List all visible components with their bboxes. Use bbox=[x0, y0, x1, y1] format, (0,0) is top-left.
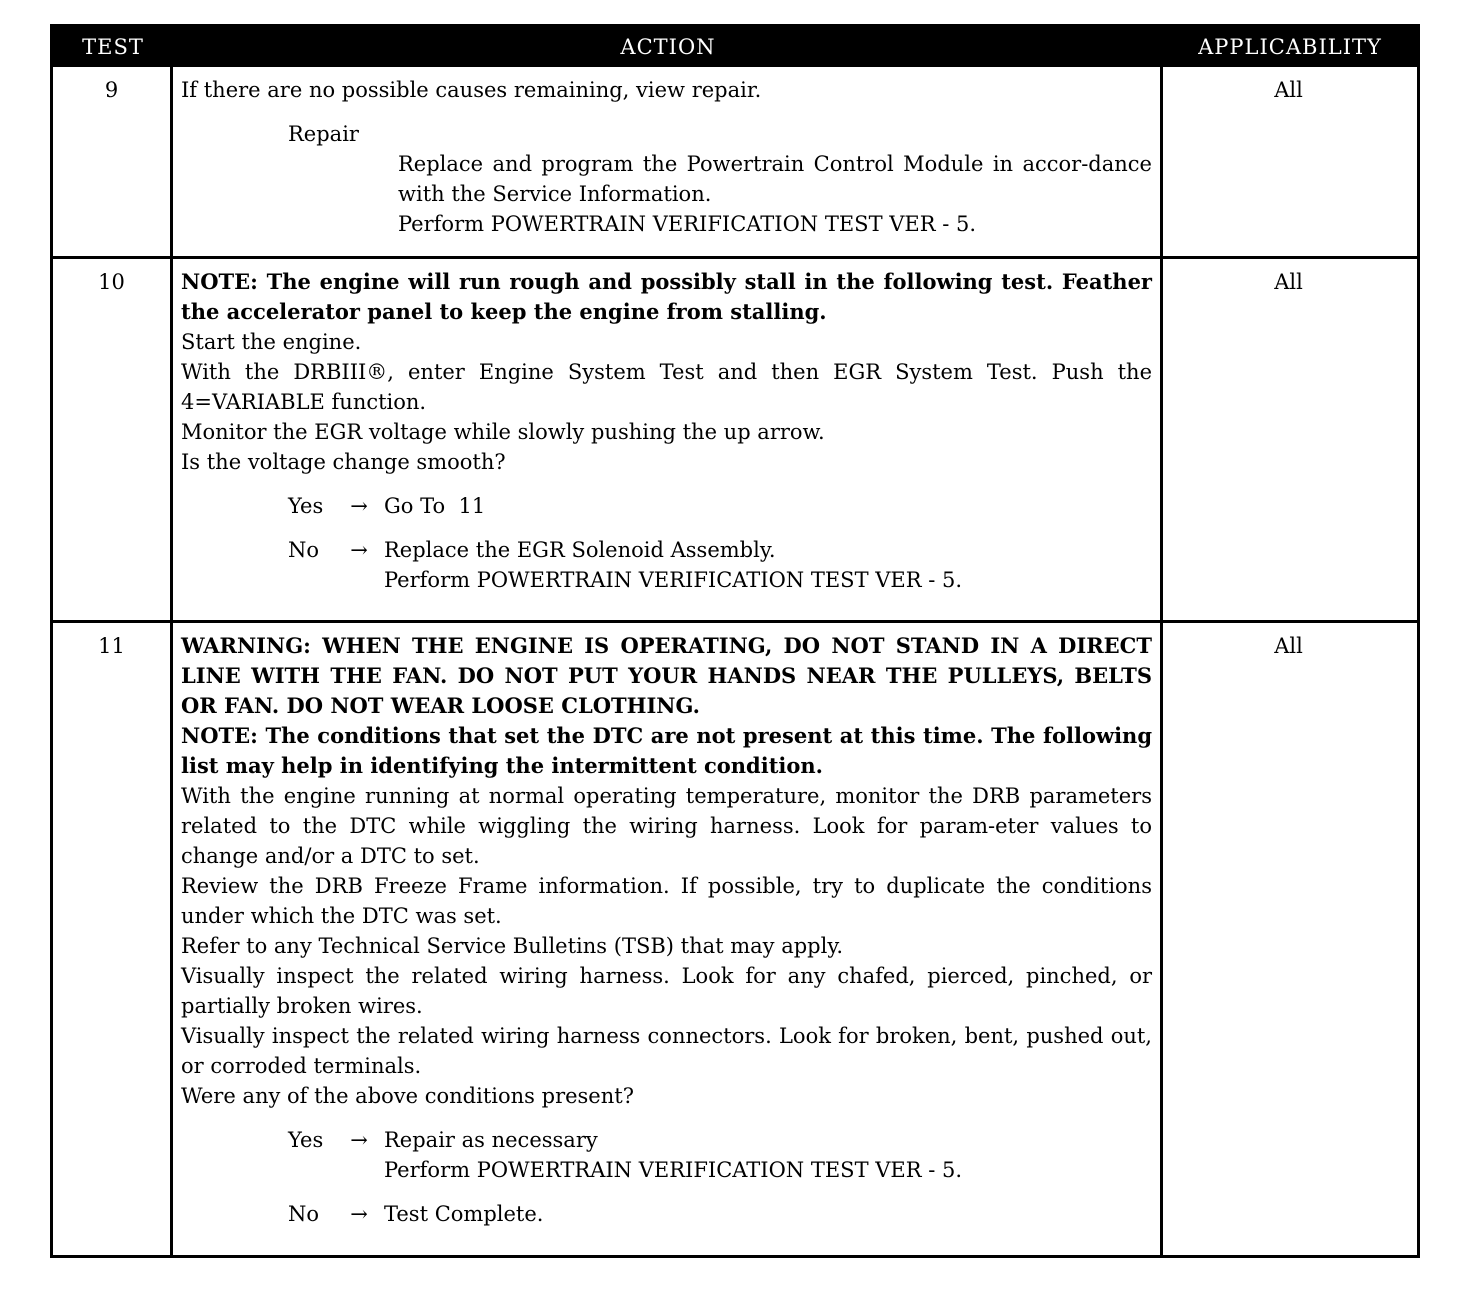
no-label: No bbox=[288, 1202, 320, 1226]
no-answer bbox=[181, 535, 1152, 595]
table-row-test-10 bbox=[53, 256, 1417, 620]
no-line: Perform POWERTRAIN VERIFICATION TEST VER - 5. bbox=[384, 568, 963, 592]
no-text bbox=[384, 535, 1152, 595]
arrow-icon: → bbox=[350, 538, 368, 562]
yes-text: Go To 11 bbox=[384, 494, 486, 518]
diagnostic-table bbox=[50, 24, 1420, 1258]
action-line: Refer to any Technical Service Bulletins (TSB) that may apply. bbox=[181, 934, 844, 958]
header-test: TEST bbox=[82, 35, 144, 59]
arrow-icon: → bbox=[350, 1128, 368, 1152]
action-line: With the DRBIII®, enter Engine System Test and then EGR System Test. Push the 4=VARIABLE function. bbox=[181, 360, 1152, 414]
yes-line: Perform POWERTRAIN VERIFICATION TEST VER - 5. bbox=[384, 1158, 963, 1182]
action-line: Is the voltage change smooth? bbox=[181, 450, 506, 474]
no-text: Test Complete. bbox=[384, 1202, 544, 1226]
note-text: NOTE: The engine will run rough and possibly stall in the following test. Feather the accelerator panel to keep the engine from stalling. bbox=[181, 269, 1152, 324]
table-header bbox=[53, 27, 1417, 67]
no-line: Replace the EGR Solenoid Assembly. bbox=[384, 538, 776, 562]
yes-text bbox=[384, 1125, 1152, 1185]
yes-label: Yes bbox=[288, 1128, 324, 1152]
action-line: Start the engine. bbox=[181, 330, 362, 354]
action-line: Were any of the above conditions present? bbox=[181, 1084, 634, 1108]
table-row-test-9 bbox=[53, 67, 1417, 256]
applicability: All bbox=[1274, 634, 1303, 658]
header-applicability: APPLICABILITY bbox=[1198, 35, 1382, 59]
yes-answer bbox=[181, 1125, 1152, 1185]
test-number: 9 bbox=[53, 67, 173, 256]
applicability: All bbox=[1274, 78, 1303, 102]
note-text: NOTE: The conditions that set the DTC are not present at this time. The following list may help in identifying the intermittent condition. bbox=[181, 723, 1152, 778]
applicability: All bbox=[1274, 270, 1303, 294]
arrow-icon: → bbox=[350, 494, 368, 518]
test-number: 10 bbox=[53, 259, 173, 620]
yes-label: Yes bbox=[288, 494, 324, 518]
test-number: 11 bbox=[53, 623, 173, 1255]
repair-label: Repair bbox=[288, 122, 359, 146]
action-line: If there are no possible causes remaining, view repair. bbox=[181, 78, 762, 102]
action-line: Visually inspect the related wiring harness connectors. Look for broken, bent, pushed out, or corroded terminals. bbox=[181, 1024, 1152, 1078]
warning-text: WARNING: WHEN THE ENGINE IS OPERATING, DO NOT STAND IN A DIRECT LINE WITH THE FAN. DO NOT PUT YOUR HANDS NEAR THE PULLEYS, BELTS OR FAN. DO NOT WEAR LOOSE CLOTHING. bbox=[181, 633, 1152, 718]
action-line: Review the DRB Freeze Frame information. If possible, try to duplicate the conditions under which the DTC was set. bbox=[181, 874, 1152, 928]
repair-line: Perform POWERTRAIN VERIFICATION TEST VER - 5. bbox=[398, 212, 977, 236]
repair-line: Replace and program the Powertrain Control Module in accor-dance with the Service Information. bbox=[398, 152, 1152, 206]
header-action: ACTION bbox=[620, 35, 716, 59]
action-cell bbox=[173, 67, 1163, 256]
action-cell bbox=[173, 259, 1163, 620]
yes-answer bbox=[181, 491, 1152, 521]
arrow-icon: → bbox=[350, 1202, 368, 1226]
no-answer bbox=[181, 1199, 1152, 1229]
action-line: With the engine running at normal operating temperature, monitor the DRB parameters related to the DTC while wiggling the wiring harness. Look for param-eter values to change and/or a DTC to set. bbox=[181, 784, 1152, 868]
action-cell bbox=[173, 623, 1163, 1255]
action-line: Monitor the EGR voltage while slowly pushing the up arrow. bbox=[181, 420, 825, 444]
yes-line: Repair as necessary bbox=[384, 1128, 598, 1152]
action-line: Visually inspect the related wiring harness. Look for any chafed, pierced, pinched, or partially broken wires. bbox=[181, 964, 1152, 1018]
no-label: No bbox=[288, 538, 320, 562]
table-row-test-11 bbox=[53, 620, 1417, 1255]
